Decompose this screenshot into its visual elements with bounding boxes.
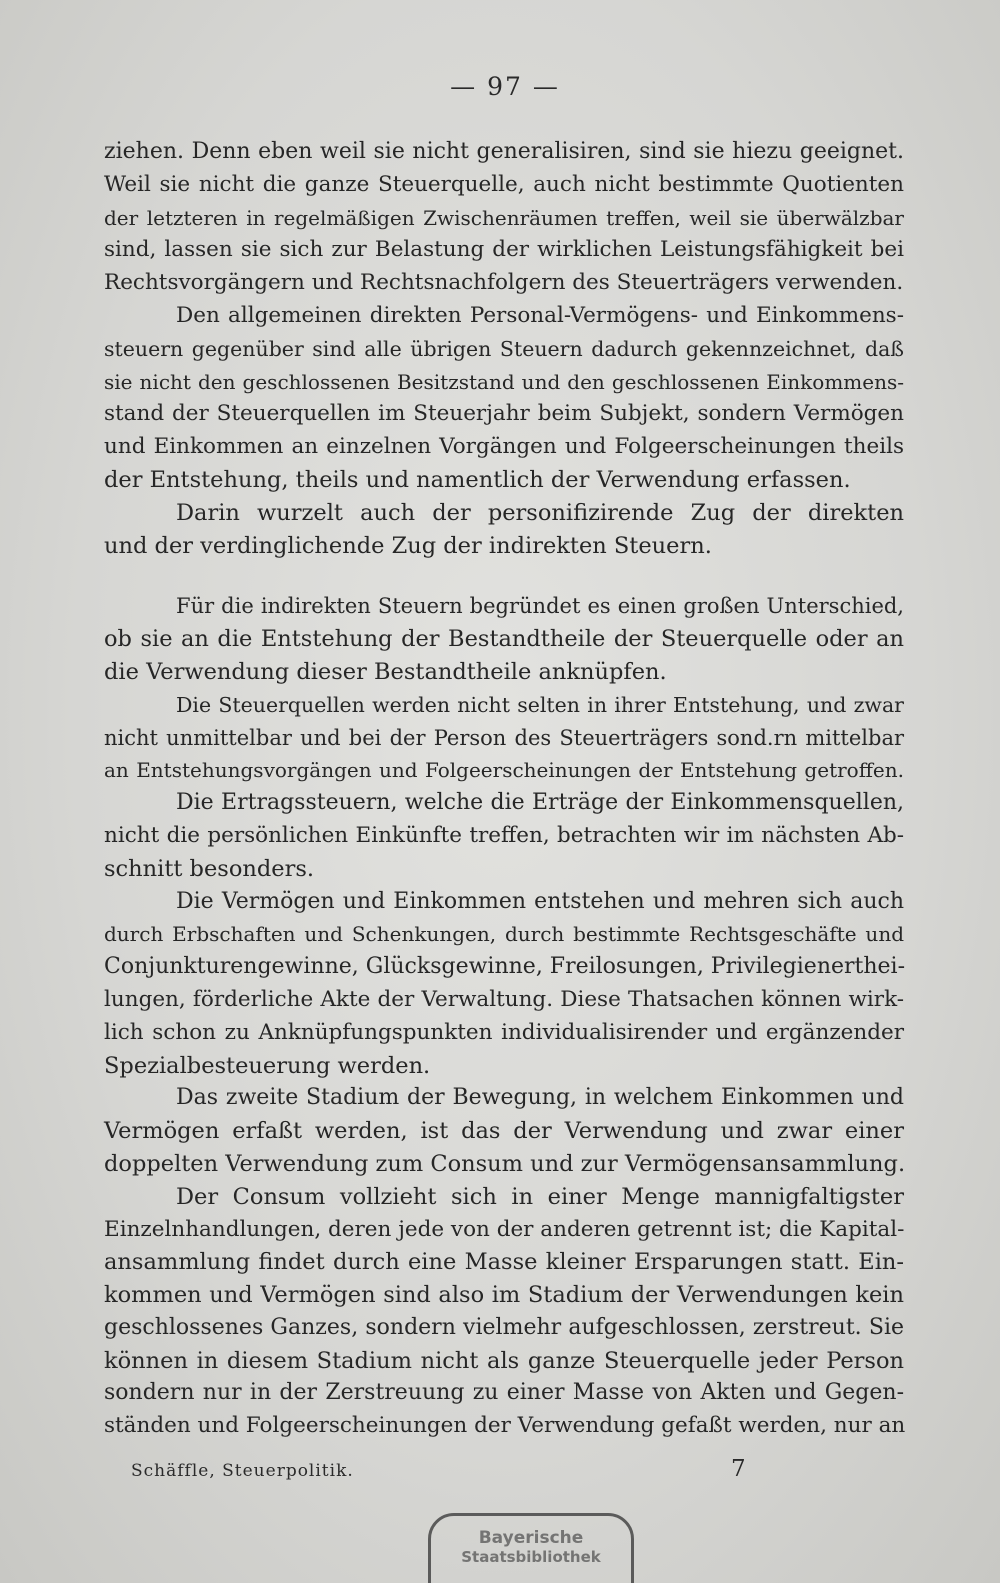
text-line: schnitt besonders. [104, 855, 315, 882]
text-line: die Verwendung dieser Bestandtheile anknüpfen. [104, 658, 667, 685]
text-line: durch Erbschaften und Schenkungen, durch bestimmte Rechtsgeschäfte und [104, 922, 904, 947]
text-line: Vermögen erfaßt werden, ist das der Verwendung und zwar einer [104, 1118, 904, 1145]
text-line: Der Consum vollzieht sich in einer Menge mannigfaltigster [176, 1183, 904, 1210]
text-line: und der verdinglichende Zug der indirekten Steuern. [104, 532, 712, 559]
text-line: lungen, förderliche Akte der Verwaltung. Diese Thatsachen können wirk- [104, 986, 904, 1012]
text-line: Rechtsvorgängern und Rechtsnachfolgern des Steuerträgers verwenden. [104, 270, 904, 296]
text-line: nicht unmittelbar und bei der Person des Steuerträgers sond.rn mittelbar [104, 725, 904, 750]
text-line: Darin wurzelt auch der personifizirende Zug der direkten [176, 499, 904, 526]
text-line: ziehen. Denn eben weil sie nicht generalisiren, sind sie hiezu geeignet. [104, 139, 904, 164]
text-line: ansammlung findet durch eine Masse kleiner Ersparungen statt. Ein- [104, 1249, 904, 1276]
text-line: lich schon zu Anknüpfungspunkten individualisirender und ergänzender [104, 1019, 904, 1045]
text-line: der letzteren in regelmäßigen Zwischenräumen treffen, weil sie überwälzbar [104, 205, 904, 230]
text-line: Das zweite Stadium der Bewegung, in welchem Einkommen und [176, 1085, 904, 1111]
text-line: Die Ertragssteuern, welche die Erträge der Einkommensquellen, [176, 790, 904, 816]
text-line: an Entstehungsvorgängen und Folgeerscheinungen der Entstehung getroffen. [104, 758, 904, 783]
stamp-line-1: Bayerische [478, 1528, 584, 1548]
footer-author-title: Schäffle, Steuerpolitik. [131, 1461, 354, 1481]
signature-mark: 7 [731, 1456, 746, 1482]
text-line: Die Vermögen und Einkommen entstehen und mehren sich auch [176, 888, 904, 914]
library-stamp [428, 1513, 634, 1583]
text-line: steuern gegenüber sind alle übrigen Steuern dadurch gekennzeichnet, daß [104, 336, 904, 361]
text-line: sind, lassen sie sich zur Belastung der wirklichen Leistungsfähigkeit bei [104, 237, 904, 263]
text-line: Conjunkturengewinne, Glücksgewinne, Freilosungen, Privilegienerthei- [104, 954, 906, 980]
text-line: doppelten Verwendung zum Consum und zur Vermögensansammlung. [104, 1150, 906, 1177]
text-line: Spezialbesteuerung werden. [104, 1052, 431, 1079]
text-line: ob sie an die Entstehung der Bestandtheile der Steuerquelle oder an [104, 626, 904, 653]
text-line: sie nicht den geschlossenen Besitzstand und den geschlossenen Einkommens- [104, 369, 904, 394]
text-line: Die Steuerquellen werden nicht selten in ihrer Entstehung, und zwar [176, 692, 904, 717]
text-line: ständen und Folgeerscheinungen der Verwendung gefaßt werden, nur an [104, 1413, 906, 1439]
text-line: und Einkommen an einzelnen Vorgängen und Folgeerscheinungen theils [104, 434, 904, 460]
text-line: können in diesem Stadium nicht als ganze Steuerquelle jeder Person [104, 1347, 904, 1374]
text-line: der Entstehung, theils und namentlich der Verwendung erfassen. [104, 466, 851, 493]
stamp-line-2: Staatsbibliothek [461, 1548, 601, 1566]
page-number: — 97 — [450, 72, 560, 101]
text-line: sondern nur in der Zerstreuung zu einer Masse von Akten und Gegen- [104, 1380, 904, 1406]
text-line: Für die indirekten Steuern begründet es einen großen Unterschied, [176, 594, 904, 619]
body-text [104, 136, 904, 1443]
text-line: stand der Steuerquellen im Steuerjahr beim Subjekt, sondern Vermögen [104, 401, 904, 427]
text-line: nicht die persönlichen Einkünfte treffen, betrachten wir im nächsten Ab- [104, 822, 904, 848]
paragraph-gap [104, 562, 904, 590]
text-line: Einzelnhandlungen, deren jede von der anderen getrennt ist; die Kapital- [104, 1216, 905, 1242]
text-line: Den allgemeinen direkten Personal-Vermögens- und Einkommens- [176, 302, 904, 328]
text-line: geschlossenes Ganzes, sondern vielmehr aufgeschlossen, zerstreut. Sie [104, 1314, 904, 1340]
text-line: Weil sie nicht die ganze Steuerquelle, auch nicht bestimmte Quotienten [104, 171, 904, 197]
text-line: kommen und Vermögen sind also im Stadium der Verwendungen kein [104, 1282, 904, 1309]
